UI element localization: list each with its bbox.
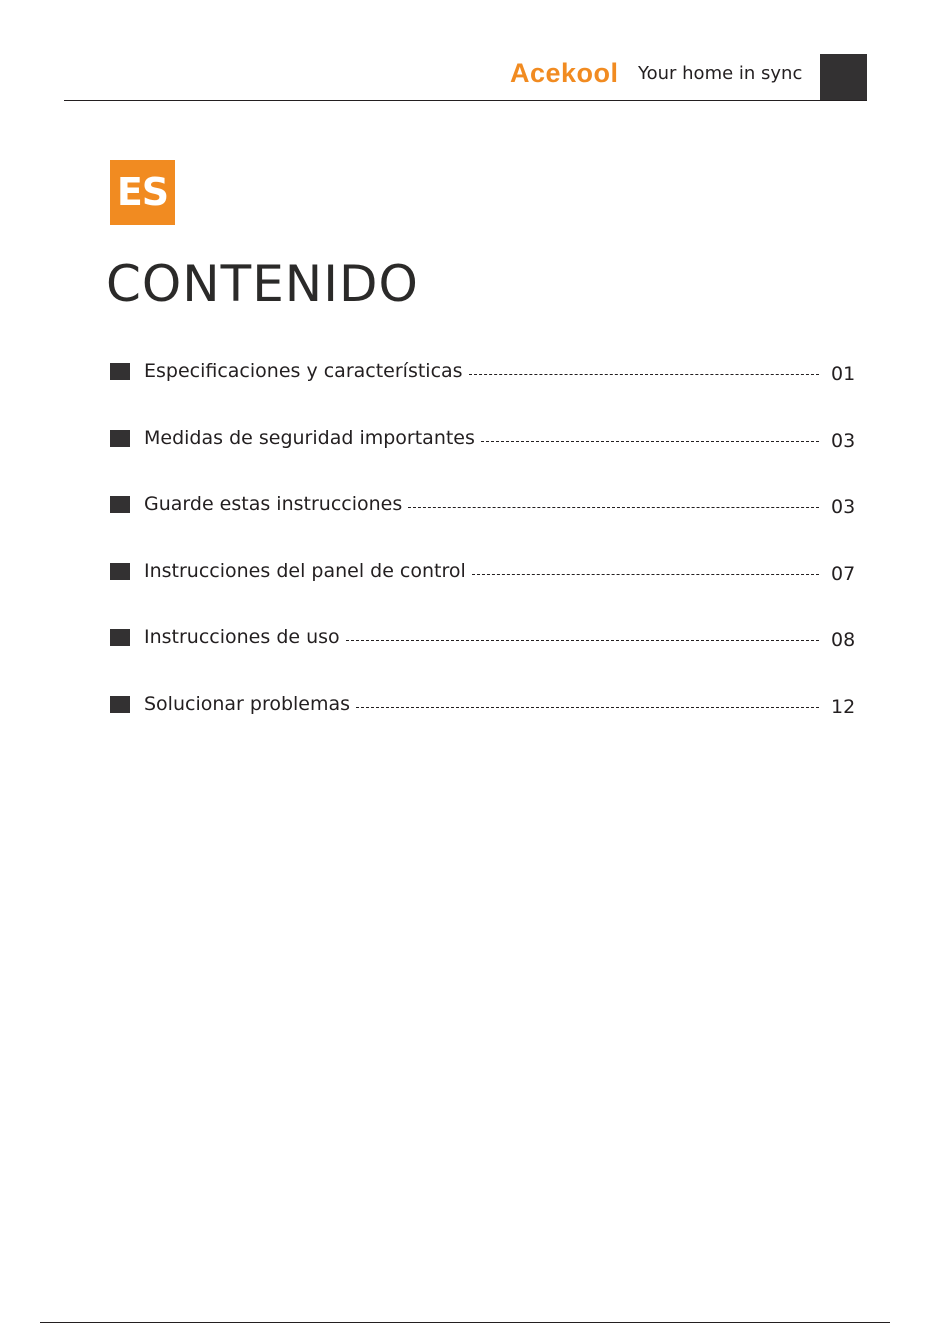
bullet-square-icon [110,363,130,380]
toc-item[interactable] [110,689,855,719]
dotted-leader [472,574,819,575]
toc-item-label: Especificaciones y características [144,360,463,382]
toc-item-label: Instrucciones de uso [144,626,340,648]
bullet-square-icon [110,696,130,713]
toc-item-page: 07 [831,563,856,585]
bullet-square-icon [110,496,130,513]
toc-item[interactable] [110,622,855,652]
toc-item-label: Medidas de seguridad importantes [144,427,475,449]
toc-item[interactable] [110,423,855,453]
page-title: CONTENIDO [106,255,419,313]
header-divider [64,100,867,101]
brand-tagline: Your home in sync [638,63,803,84]
toc-item[interactable] [110,556,855,586]
dotted-leader [481,441,819,442]
toc-item-page: 12 [831,696,856,718]
dotted-leader [408,507,819,508]
dotted-leader [346,640,819,641]
language-badge: ES [110,160,175,225]
header-corner-block [820,54,867,101]
dotted-leader [356,707,819,708]
brand-wordmark: Acekool [510,58,619,88]
toc-item-label: Instrucciones del panel de control [144,560,466,582]
toc-item-page: 08 [831,629,856,651]
toc-item[interactable] [110,356,855,386]
toc-item-page: 03 [831,496,856,518]
toc-item[interactable] [110,489,855,519]
bullet-square-icon [110,629,130,646]
acekool-logo [510,56,628,88]
bottom-divider [40,1322,890,1323]
toc-item-label: Solucionar problemas [144,693,351,715]
toc-item-page: 03 [831,430,856,452]
bullet-square-icon [110,563,130,580]
toc-item-page: 01 [831,363,856,385]
toc-item-label: Guarde estas instrucciones [144,493,403,515]
bullet-square-icon [110,430,130,447]
dotted-leader [469,374,819,375]
page-header [0,0,933,102]
